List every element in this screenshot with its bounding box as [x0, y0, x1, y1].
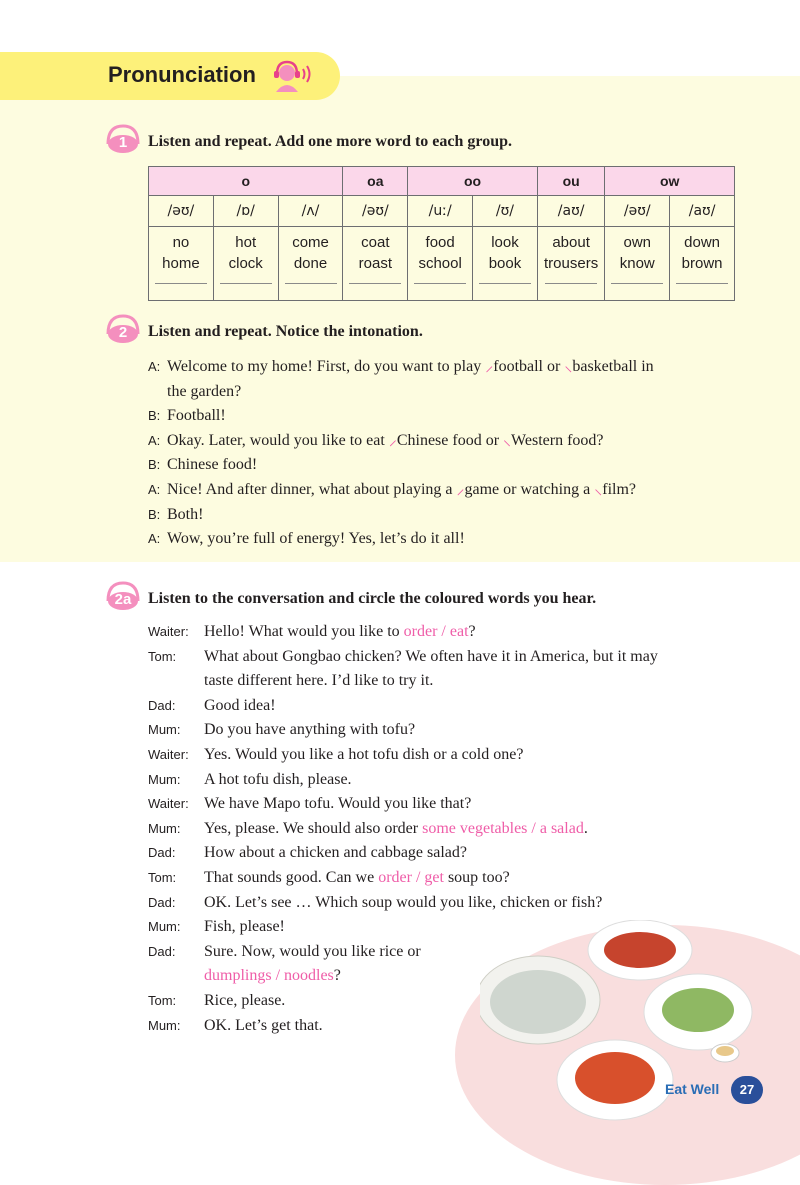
phonetic-cell: /uː/: [408, 196, 473, 227]
speaker-label: Mum:: [148, 919, 181, 935]
conversation-line: dumplings / noodles?: [204, 967, 341, 985]
answer-blank[interactable]: [676, 283, 728, 284]
headphones-badge-icon: [104, 124, 142, 154]
conversation-line: Dad: OK. Let’s see … Which soup would you like, chicken or fish?: [148, 891, 658, 916]
group-header: ou: [537, 167, 604, 196]
dialogue-line: A: Welcome to my home! First, do you want to play ⸝football or ⸜basketball in: [148, 355, 654, 380]
speaker-label: Mum:: [148, 1017, 181, 1033]
word-cell: [408, 227, 473, 301]
exercise-instruction: Listen and repeat. Notice the intonation.: [148, 323, 423, 340]
phonetic-cell: /əʊ/: [149, 196, 214, 227]
exercise-number: 2a: [114, 591, 132, 608]
phonetic-cell: /ɒ/: [213, 196, 278, 227]
word-cell: [537, 227, 604, 301]
phonetic-cell: /aʊ/: [670, 196, 735, 227]
dialogue-line: A: Nice! And after dinner, what about playing a ⸝game or watching a ⸜film?: [148, 478, 654, 503]
conversation-line: Tom: Rice, please.: [148, 989, 658, 1014]
falling-intonation-icon: ⸜: [594, 480, 603, 498]
conversation-line: Mum: Fish, please!: [148, 915, 658, 940]
conversation-line: Dad: Good idea!: [148, 694, 658, 719]
conversation-line: Waiter: Yes. Would you like a hot tofu dish or a cold one?: [148, 743, 658, 768]
phonetic-cell: /əʊ/: [343, 196, 408, 227]
headset-speaker-icon: [268, 60, 314, 94]
conversation-line: Waiter: We have Mapo tofu. Would you like that?: [148, 792, 658, 817]
conversation-line: Waiter: Hello! What would you like to order / eat?: [148, 620, 658, 645]
conversation-line: Dad: How about a chicken and cabbage salad?: [148, 841, 658, 866]
conversation-line: Mum: Do you have anything with tofu?: [148, 718, 658, 743]
rising-intonation-icon: ⸝: [456, 480, 465, 498]
answer-blank[interactable]: [611, 283, 663, 284]
speaker-label: B:: [148, 408, 161, 424]
example-word: coat: [361, 234, 390, 251]
speaker-label: A:: [148, 481, 161, 497]
exercise-instruction: Listen to the conversation and circle the coloured words you hear.: [148, 590, 597, 607]
example-word: look: [491, 234, 519, 251]
example-word: food: [425, 234, 455, 251]
speaker-label: A:: [148, 359, 161, 374]
word-cell: [278, 227, 343, 301]
falling-intonation-icon: ⸜: [564, 358, 573, 375]
page-title: Pronunciation: [108, 62, 256, 87]
conversation-line: Mum: Yes, please. We should also order some vegetables / a salad.: [148, 817, 658, 842]
example-word: no: [172, 234, 190, 251]
example-word: roast: [358, 255, 393, 272]
conversation-line: Dad: Sure. Now, would you like rice or: [148, 940, 658, 965]
speaker-label: A:: [148, 531, 161, 547]
unit-title: Eat Well: [665, 1081, 720, 1097]
example-word: school: [418, 255, 462, 272]
speaker-label: B:: [148, 506, 161, 522]
speaker-label: Dad:: [148, 894, 176, 910]
pronunciation-table: [148, 166, 735, 301]
headphones-badge-icon: [104, 581, 142, 611]
answer-blank[interactable]: [545, 283, 597, 284]
answer-blank[interactable]: [285, 283, 337, 284]
circle-choice[interactable]: some vegetables / a salad: [422, 819, 584, 837]
dialogue-line: B: Football!: [148, 404, 654, 429]
example-word: trousers: [544, 255, 599, 272]
example-word: hot: [235, 234, 257, 251]
answer-blank[interactable]: [155, 283, 207, 284]
intonation-dialogue: [148, 355, 654, 552]
headphones-badge-icon: [104, 314, 142, 344]
dialogue-line: B: Both!: [148, 503, 654, 528]
speaker-label: Dad:: [148, 943, 176, 959]
speaker-label: Tom:: [148, 869, 177, 885]
conversation-line: Tom: That sounds good. Can we order / get soup too?: [148, 866, 658, 891]
speaker-label: A:: [148, 432, 161, 448]
example-word: about: [552, 234, 590, 251]
word-cell: [670, 227, 735, 301]
speaker-label: Tom:: [148, 992, 177, 1008]
exercise-instruction: Listen and repeat. Add one more word to each group.: [148, 133, 513, 150]
dialogue-line: A: Wow, you’re full of energy! Yes, let’s do it all!: [148, 527, 654, 552]
example-word: brown: [681, 255, 723, 272]
group-header: oa: [343, 167, 408, 196]
group-header: o: [149, 167, 343, 196]
example-word: down: [684, 234, 721, 251]
word-cell: [149, 227, 214, 301]
speaker-label: Tom:: [148, 648, 177, 664]
example-word: own: [623, 234, 652, 251]
speaker-label: Waiter:: [148, 746, 189, 762]
phonetic-cell: /ʌ/: [278, 196, 343, 227]
speaker-label: Mum:: [148, 820, 181, 836]
circle-choice[interactable]: order / get: [378, 868, 444, 886]
answer-blank[interactable]: [220, 283, 272, 284]
dialogue-line: A: Okay. Later, would you like to eat ⸝Chinese food or ⸜Western food?: [148, 429, 654, 454]
example-word: done: [293, 255, 328, 272]
dialogue-line: B: Chinese food!: [148, 453, 654, 478]
exercise-number: 1: [118, 134, 128, 151]
group-header: ow: [605, 167, 735, 196]
rising-intonation-icon: ⸝: [485, 358, 494, 375]
exercise-number: 2: [118, 324, 128, 341]
conversation-line: Mum: A hot tofu dish, please.: [148, 768, 658, 793]
speaker-label: Dad:: [148, 845, 176, 861]
word-cell: [343, 227, 408, 301]
answer-blank[interactable]: [349, 283, 401, 284]
page-number: 27: [731, 1076, 763, 1104]
speaker-label: Mum:: [148, 771, 181, 787]
conversation-line: taste different here. I’d like to try it.: [204, 672, 434, 690]
example-word: clock: [228, 255, 263, 272]
speaker-label: Dad:: [148, 697, 176, 713]
word-cell: [605, 227, 670, 301]
word-cell: [473, 227, 538, 301]
example-word: home: [162, 255, 200, 272]
phonetic-cell: /ʊ/: [473, 196, 538, 227]
example-word: know: [619, 255, 655, 272]
example-word: book: [488, 255, 522, 272]
circle-choice[interactable]: order / eat: [403, 623, 469, 640]
answer-blank[interactable]: [479, 283, 531, 284]
conversation-line: Mum: OK. Let’s get that.: [148, 1014, 658, 1039]
phonetic-cell: /əʊ/: [605, 196, 670, 227]
speaker-label: B:: [148, 457, 161, 473]
word-cell: [213, 227, 278, 301]
phonetic-cell: /aʊ/: [537, 196, 604, 227]
rising-intonation-icon: ⸝: [388, 431, 397, 449]
answer-blank[interactable]: [414, 283, 466, 284]
group-header: oo: [408, 167, 538, 196]
conversation-line: Tom: What about Gongbao chicken? We often have it in America, but it may: [148, 645, 658, 670]
example-word: come: [292, 234, 329, 251]
speaker-label: Waiter:: [148, 796, 189, 812]
falling-intonation-icon: ⸜: [503, 431, 512, 449]
speaker-label: Mum:: [148, 722, 181, 738]
restaurant-conversation: [148, 620, 658, 1038]
speaker-label: Waiter:: [148, 624, 189, 639]
circle-choice[interactable]: dumplings / noodles: [204, 967, 334, 985]
dialogue-line: the garden?: [167, 382, 242, 400]
